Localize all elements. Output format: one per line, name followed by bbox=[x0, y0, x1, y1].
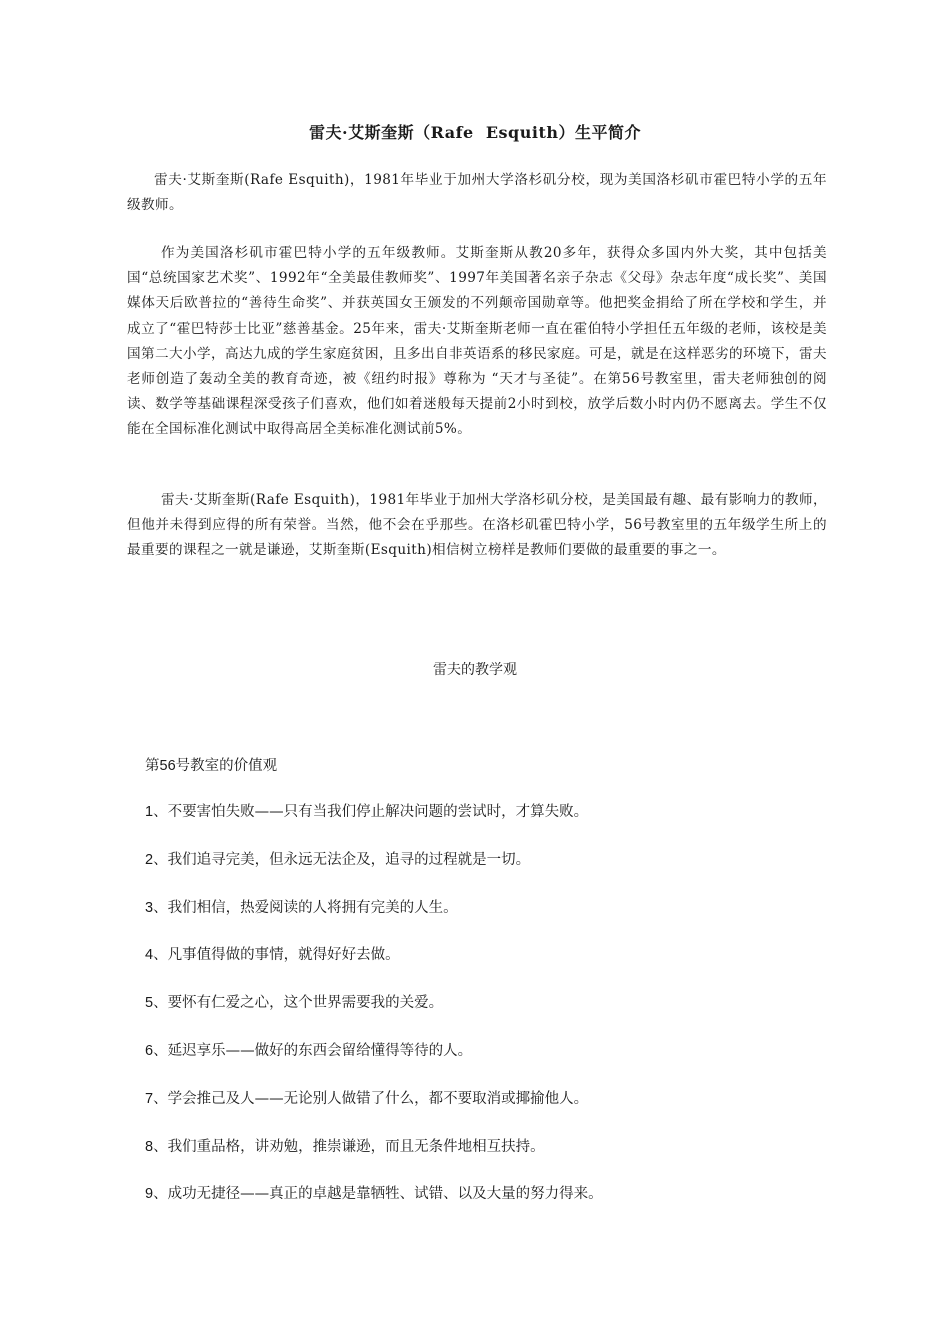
section-heading: 雷夫的教学观 bbox=[433, 662, 517, 678]
list-item bbox=[145, 897, 603, 945]
item-text: 、成功无捷径——真正的卓越是靠牺牲、试错、以及大量的努力得来。 bbox=[153, 1186, 603, 1203]
career-paragraph: 作为美国洛杉矶市霍巴特小学的五年级教师。艾斯奎斯从教20多年，获得众多国内外大奖，其中包括美国“总统国家艺术奖”、1992年“全美最佳教师奖”、1997年美国著名亲子杂志《父母》杂志年度“成长奖”、美国媒体天后欧普拉的“善待生命奖”、并获英国女王颁发的不列颠帝国勋章等。他把奖金捐给了所在学校和学生，并成立了“霍巴特莎士比亚”慈善基金。25年来，雷夫·艾斯奎斯老师一直在霍伯特小学担任五年级的老师，该校是美国第二大小学，高达九成的学生家庭贫困，且多出自非英语系的移民家庭。可是，就是在这样恶劣的环境下，雷夫老师创造了轰动全美的教育奇迹，被《纽约时报》尊称为 “天才与圣徒”。在第56号教室里，雷夫老师独创的阅读、数学等基础课程深受孩子们喜欢，他们如着迷般每天提前2小时到校，放学后数小时内仍不愿离去。学生不仅能在全国标准化测试中取得高居全美标准化测试前5%。 bbox=[127, 245, 827, 438]
values-list bbox=[145, 801, 603, 1231]
values-list-heading: 第56号教室的价值观 bbox=[145, 758, 278, 774]
item-number: 2 bbox=[145, 851, 154, 868]
document-title: 雷夫·艾斯奎斯（Rafe Esquith）生平简介 bbox=[309, 123, 641, 142]
item-text: 、学会推己及人——无论别人做错了什么，都不要取消或揶揄他人。 bbox=[153, 1090, 589, 1107]
item-number: 1 bbox=[145, 804, 154, 820]
item-number: 4 bbox=[145, 947, 154, 964]
item-number: 3 bbox=[145, 899, 154, 916]
item-text: 、不要害怕失败——只有当我们停止解决问题的尝试时，才算失败。 bbox=[153, 804, 589, 820]
list-item bbox=[145, 801, 603, 849]
item-number: 8 bbox=[145, 1138, 154, 1155]
intro-paragraph: 雷夫·艾斯奎斯(Rafe Esquith)，1981年毕业于加州大学洛杉矶分校，现为美国洛杉矶市霍巴特小学的五年级教师。 bbox=[127, 172, 827, 214]
item-text: 、我们重品格，讲劝勉，推崇谦逊，而且无条件地相互扶持。 bbox=[153, 1138, 545, 1155]
character-paragraph: 雷夫·艾斯奎斯(Rafe Esquith)，1981年毕业于加州大学洛杉矶分校，是美国最有趣、最有影响力的教师，但他并未得到应得的所有荣誉。当然，他不会在乎那些。在洛杉矶霍巴特小学，56号教室里的五年级学生所上的最重要的课程之一就是谦逊，艾斯奎斯(Esquith)相信树立榜样是教师们要做的最重要的事之一。 bbox=[127, 492, 827, 559]
list-item bbox=[145, 1088, 603, 1136]
item-number: 5 bbox=[145, 995, 154, 1012]
item-number: 6 bbox=[145, 1042, 154, 1059]
item-number: 7 bbox=[145, 1090, 154, 1107]
item-text: 、凡事值得做的事情，就得好好去做。 bbox=[153, 947, 400, 964]
list-item bbox=[145, 944, 603, 992]
item-text: 、要怀有仁爱之心，这个世界需要我的关爱。 bbox=[153, 995, 444, 1012]
item-text: 、我们追寻完美，但永远无法企及，追寻的过程就是一切。 bbox=[153, 851, 531, 868]
list-item bbox=[145, 1183, 603, 1231]
list-item bbox=[145, 1136, 603, 1184]
item-number: 9 bbox=[145, 1186, 154, 1203]
list-item bbox=[145, 849, 603, 897]
list-item bbox=[145, 992, 603, 1040]
item-text: 、延迟享乐——做好的东西会留给懂得等待的人。 bbox=[153, 1042, 473, 1059]
item-text: 、我们相信，热爱阅读的人将拥有完美的人生。 bbox=[153, 899, 458, 916]
list-item bbox=[145, 1040, 603, 1088]
